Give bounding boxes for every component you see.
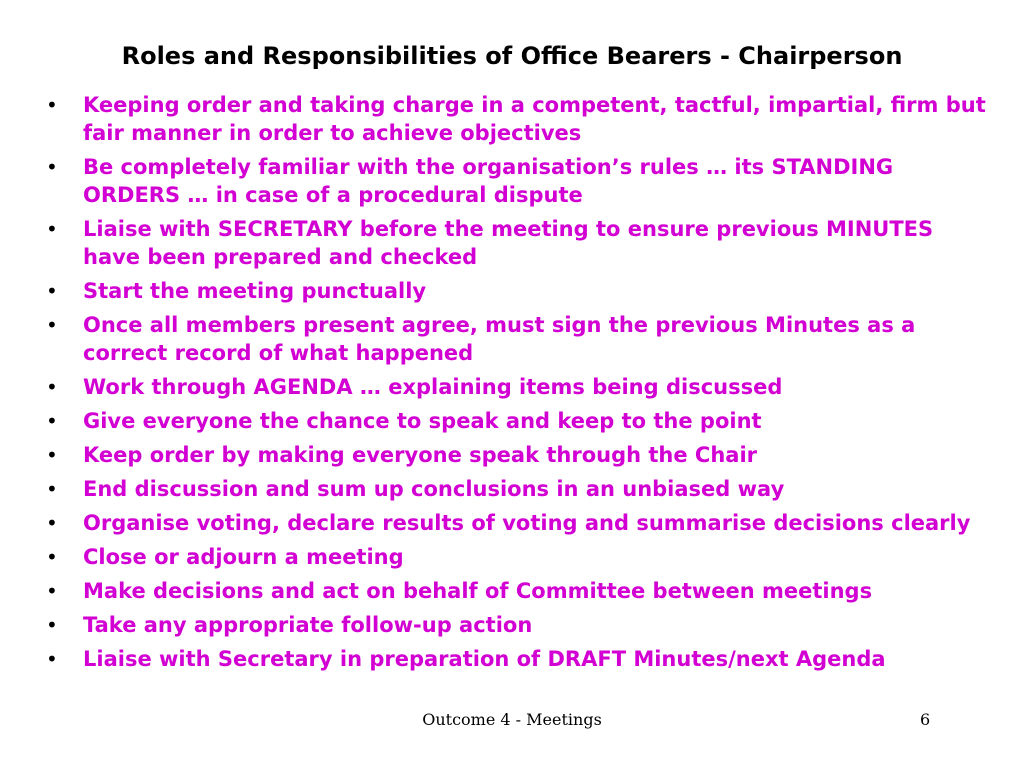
bullet-text: Be completely familiar with the organisation’s rules … its STANDING ORDERS … in case of a procedural dispute <box>83 155 894 207</box>
bullet-dot-icon: • <box>46 511 58 535</box>
bullet-item <box>44 215 994 271</box>
bullet-text: Give everyone the chance to speak and keep to the point <box>83 409 762 433</box>
bullet-text: Keeping order and taking charge in a competent, tactful, impartial, firm but fair manner in order to achieve objectives <box>83 93 986 145</box>
bullet-item <box>44 475 994 503</box>
bullet-item <box>44 611 994 639</box>
bullet-dot-icon: • <box>46 443 58 467</box>
bullet-dot-icon: • <box>46 279 58 303</box>
page-number: 6 <box>920 710 931 729</box>
bullet-text: End discussion and sum up conclusions in an unbiased way <box>83 477 785 501</box>
bullet-list <box>44 91 994 679</box>
bullet-text: Liaise with SECRETARY before the meeting to ensure previous MINUTES have been prepared and checked <box>83 217 934 269</box>
bullet-text: Liaise with Secretary in preparation of DRAFT Minutes/next Agenda <box>83 647 886 671</box>
bullet-item <box>44 153 994 209</box>
bullet-dot-icon: • <box>46 409 58 433</box>
bullet-dot-icon: • <box>46 613 58 637</box>
bullet-item <box>44 373 994 401</box>
slide-title: Roles and Responsibilities of Office Bearers - Chairperson <box>121 42 903 70</box>
bullet-item <box>44 543 994 571</box>
bullet-text: Start the meeting punctually <box>83 279 427 303</box>
bullet-dot-icon: • <box>46 579 58 603</box>
bullet-item <box>44 577 994 605</box>
bullet-item <box>44 91 994 147</box>
bullet-dot-icon: • <box>46 313 58 337</box>
bullet-text: Once all members present agree, must sign the previous Minutes as a correct record of what happened <box>83 313 916 365</box>
bullet-item <box>44 509 994 537</box>
bullet-item <box>44 311 994 367</box>
bullet-dot-icon: • <box>46 477 58 501</box>
bullet-text: Organise voting, declare results of voting and summarise decisions clearly <box>83 511 971 535</box>
bullet-item <box>44 277 994 305</box>
bullet-text: Make decisions and act on behalf of Committee between meetings <box>83 579 873 603</box>
bullet-item <box>44 441 994 469</box>
footer-text: Outcome 4 - Meetings <box>422 710 602 729</box>
bullet-item <box>44 645 994 673</box>
bullet-text: Work through AGENDA … explaining items being discussed <box>83 375 783 399</box>
bullet-item <box>44 407 994 435</box>
bullet-text: Keep order by making everyone speak through the Chair <box>83 443 758 467</box>
bullet-dot-icon: • <box>46 155 58 179</box>
bullet-dot-icon: • <box>46 93 58 117</box>
bullet-dot-icon: • <box>46 647 58 671</box>
bullet-dot-icon: • <box>46 545 58 569</box>
bullet-text: Close or adjourn a meeting <box>83 545 404 569</box>
bullet-dot-icon: • <box>46 217 58 241</box>
bullet-dot-icon: • <box>46 375 58 399</box>
bullet-text: Take any appropriate follow-up action <box>83 613 533 637</box>
